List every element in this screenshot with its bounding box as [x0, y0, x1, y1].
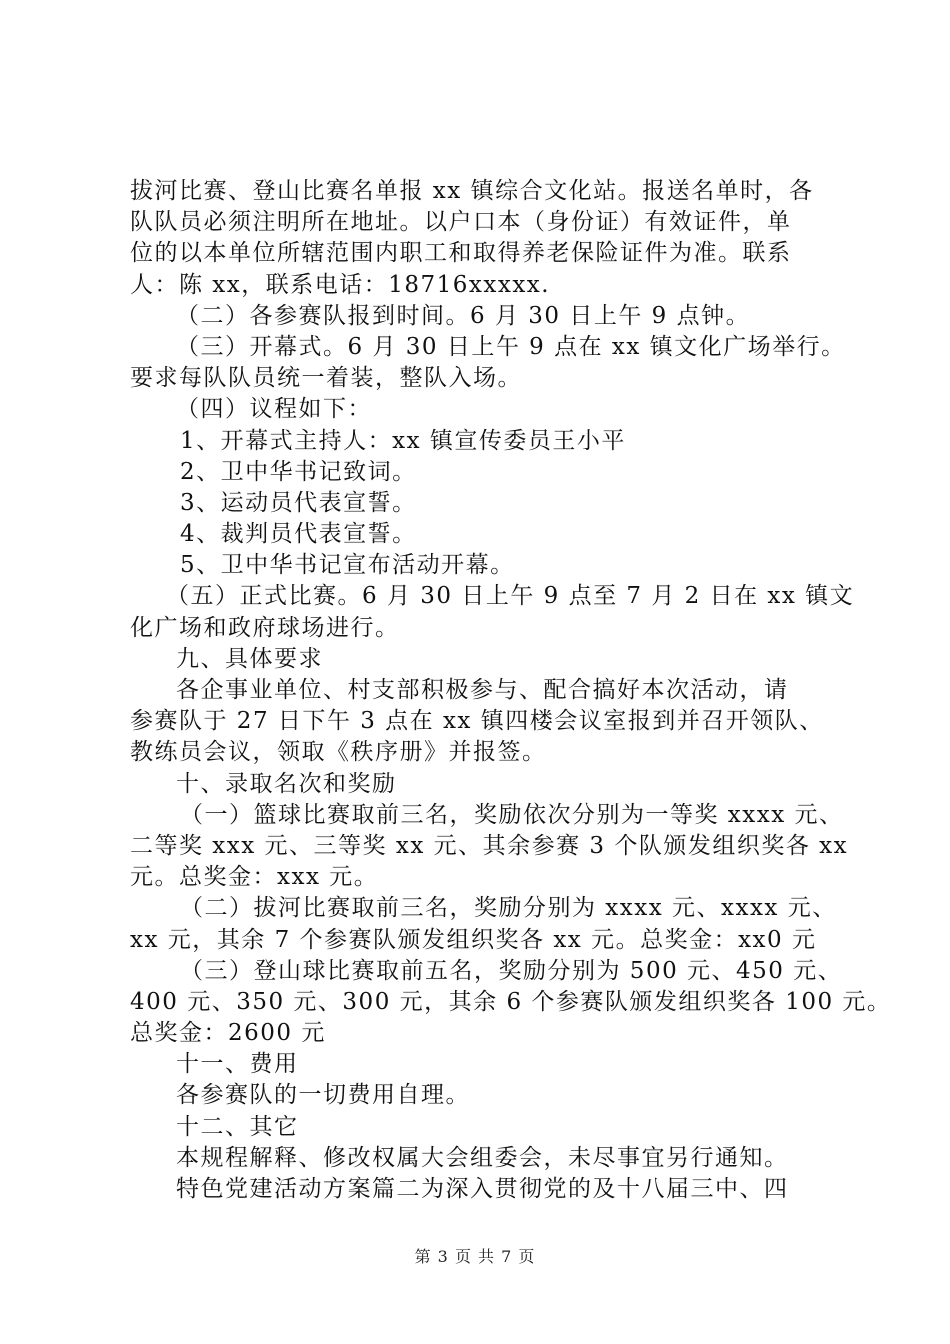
paragraph-line: xx 元，其余 7 个参赛队颁发组织奖各 xx 元。总奖金：xx0 元: [130, 926, 817, 953]
list-item: 2、卫中华书记致词。: [180, 458, 417, 485]
paragraph-line: （三）登山球比赛取前五名，奖励分别为 500 元、450 元、: [180, 957, 843, 984]
paragraph-line: （四）议程如下：: [176, 396, 372, 423]
paragraph-line: （二）各参赛队报到时间。6 月 30 日上午 9 点钟。: [176, 302, 751, 329]
paragraph-line: 化广场和政府球场进行。: [130, 614, 400, 641]
paragraph-line: 队队员必须注明所在地址。以户口本（身份证）有效证件，单: [130, 209, 792, 236]
paragraph-line: （五）正式比赛。6 月 30 日上午 9 点至 7 月 2 日在 xx 镇文: [166, 583, 855, 610]
paragraph-line: 拔河比赛、登山比赛名单报 xx 镇综合文化站。报送名单时，各: [130, 178, 814, 204]
paragraph-line: 400 元、350 元、300 元，其余 6 个参赛队颁发组织奖各 100 元。: [130, 988, 892, 1015]
paragraph-line: 特色党建活动方案篇二为深入贯彻党的及十八届三中、四: [176, 1176, 789, 1202]
list-item: 3、运动员代表宣誓。: [180, 489, 417, 516]
paragraph-line: 位的以本单位所辖范围内职工和取得养老保险证件为准。联系: [130, 240, 792, 267]
paragraph-line: 本规程解释、修改权属大会组委会，未尽事宜另行通知。: [176, 1144, 789, 1171]
paragraph-line: 人：陈 xx，联系电话：18716xxxxx.: [130, 271, 551, 298]
section-heading: 九、具体要求: [176, 645, 323, 672]
paragraph-line: 二等奖 xxx 元、三等奖 xx 元、其余参赛 3 个队颁发组织奖各 xx: [130, 832, 849, 859]
page-number-footer: 第 3 页 共 7 页: [414, 1247, 536, 1266]
section-heading: 十二、其它: [176, 1113, 299, 1140]
paragraph-line: （一）篮球比赛取前三名，奖励依次分别为一等奖 xxxx 元、: [180, 801, 844, 828]
document-body: [130, 176, 892, 1205]
paragraph-line: （二）拔河比赛取前三名，奖励分别为 xxxx 元、xxxx 元、: [180, 895, 837, 922]
section-heading: 十、录取名次和奖励: [176, 770, 397, 797]
paragraph-line: 各企事业单位、村支部积极参与、配合搞好本次活动，请: [176, 677, 789, 703]
paragraph-line: 教练员会议，领取《秩序册》并报签。: [130, 739, 547, 766]
section-heading: 十一、费用: [176, 1051, 299, 1078]
paragraph-line: （三）开幕式。6 月 30 日上午 9 点在 xx 镇文化广场举行。: [176, 333, 846, 360]
paragraph-line: 总奖金：2600 元: [130, 1020, 326, 1047]
list-item: 5、卫中华书记宣布活动开幕。: [180, 552, 515, 579]
paragraph-line: 参赛队于 27 日下午 3 点在 xx 镇四楼会议室报到并召开领队、: [130, 708, 824, 735]
paragraph-line: 要求每队队员统一着装，整队入场。: [130, 365, 522, 392]
paragraph-line: 元。总奖金：xxx 元。: [130, 864, 379, 891]
list-item: 1、开幕式主持人：xx 镇宣传委员王小平: [180, 427, 626, 454]
list-item: 4、裁判员代表宣誓。: [180, 521, 417, 548]
paragraph-line: 各参赛队的一切费用自理。: [176, 1082, 470, 1109]
